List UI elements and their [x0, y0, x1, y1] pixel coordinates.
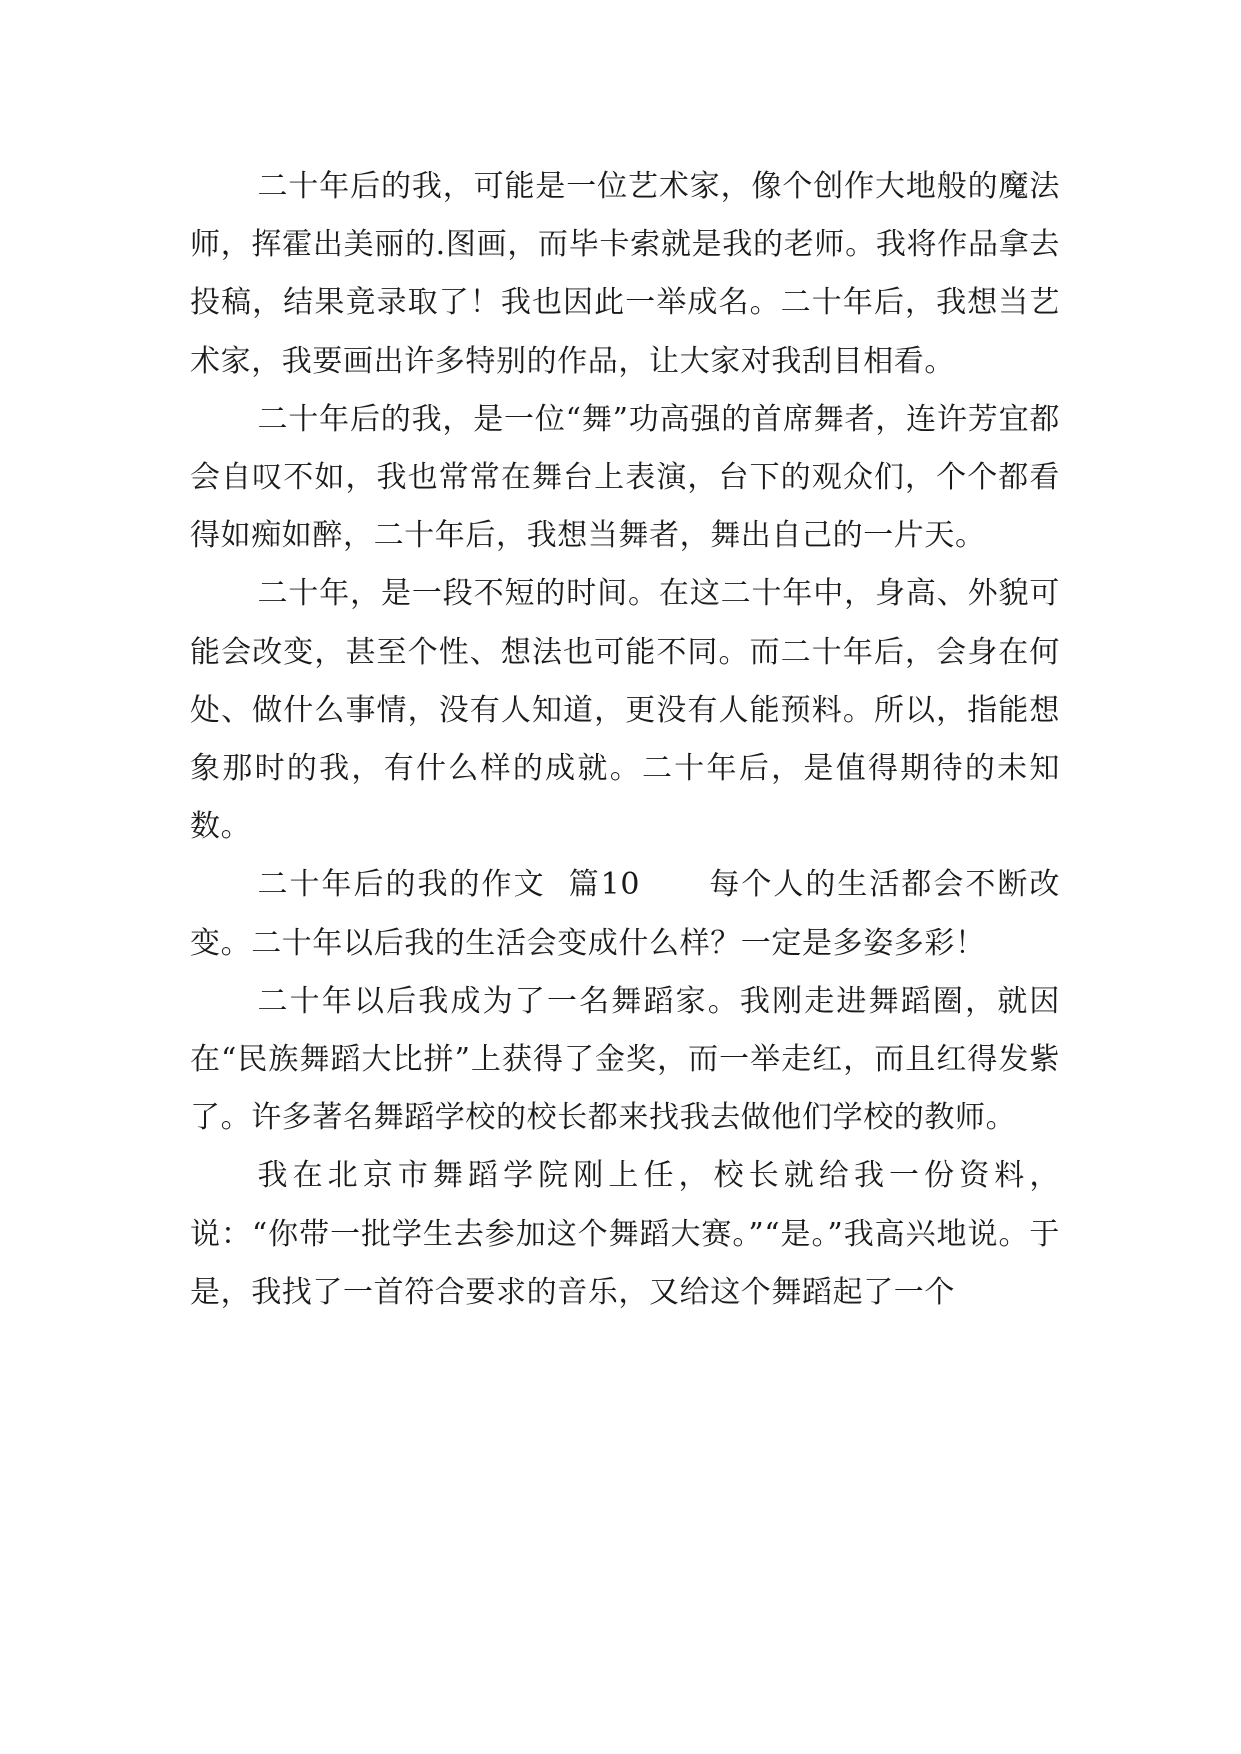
paragraph-3: 二十年，是一段不短的时间。在这二十年中，身高、外貌可能会改变，甚至个性、想法也可能不同。而二十年后，会身在何处、做什么事情，没有人知道，更没有人能预料。所以，指能想象那时的我，有什么样的成就。二十年后，是值得期待的未知数。: [190, 576, 1060, 845]
paragraph-4: 二十年后的我的作文 篇10 每个人的生活都会不断改变。二十年以后我的生活会变成什么样？一定是多姿多彩！: [190, 867, 1060, 961]
paragraph-5: 二十年以后我成为了一名舞蹈家。我刚走进舞蹈圈，就因在“民族舞蹈大比拼”上获得了金奖，而一举走红，而且红得发紫了。许多著名舞蹈学校的校长都来找我去做他们学校的教师。: [190, 983, 1060, 1136]
paragraph-6: 我在北京市舞蹈学院刚上任，校长就给我一份资料，说：“你带一批学生去参加这个舞蹈大赛。”“是。”我高兴地说。于是，我找了一首符合要求的音乐，又给这个舞蹈起了一个: [190, 1158, 1060, 1310]
document-body: [190, 158, 1060, 1322]
paragraph-1: 二十年后的我，可能是一位艺术家，像个创作大地般的魔法师，挥霍出美丽的.图画，而毕卡索就是我的老师。我将作品拿去投稿，结果竟录取了！我也因此一举成名。二十年后，我想当艺术家，我要画出许多特别的作品，让大家对我刮目相看。: [190, 169, 1060, 379]
paragraph-2: 二十年后的我，是一位“舞”功高强的首席舞者，连许芳宜都会自叹不如，我也常常在舞台上表演，台下的观众们，个个都看得如痴如醉，二十年后，我想当舞者，舞出自己的一片天。: [190, 401, 1060, 554]
